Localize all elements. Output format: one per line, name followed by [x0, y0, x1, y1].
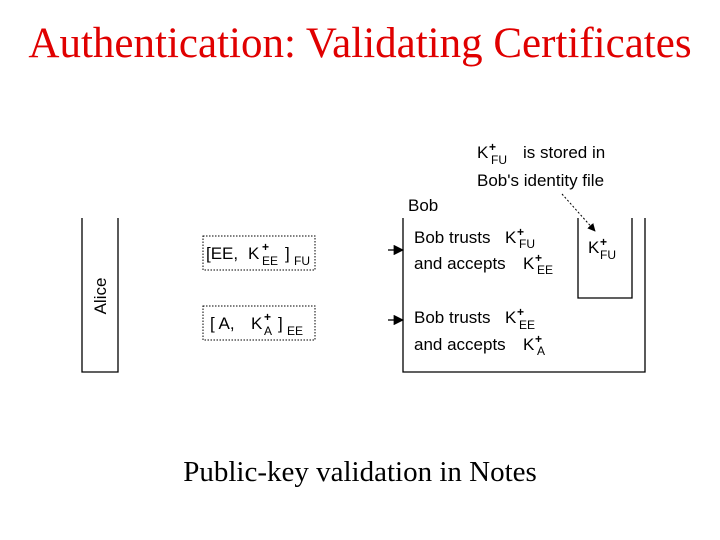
message-2-trusts-sup: + [517, 305, 525, 319]
message-2-bob-text [414, 305, 545, 358]
message-1-accepts-key: K [523, 254, 535, 273]
stored-key-sup: + [600, 235, 608, 249]
message-2-accepts-sub: A [537, 344, 546, 358]
message-1-trusts-sup: + [517, 225, 525, 239]
message-1-trusts-label: Bob trusts [414, 228, 491, 247]
message-1-trusts-key: K [505, 228, 517, 247]
stored-key-sub: FU [600, 248, 616, 262]
message-1-key-sup: + [262, 240, 270, 254]
message-2-certificate [210, 310, 303, 338]
note-line2: Bob's identity file [477, 171, 605, 190]
message-2-accepts-key: K [523, 335, 535, 354]
message-2-trusts-label: Bob trusts [414, 308, 491, 327]
message-2-open: [ A, [210, 314, 235, 333]
identity-note [477, 140, 605, 190]
message-1-key-sub: EE [262, 254, 279, 268]
message-1-open: [EE, [206, 244, 239, 263]
message-2-signer: EE [287, 324, 304, 338]
message-2-key-sup: + [264, 310, 272, 324]
message-1-accepts-sup: + [535, 251, 543, 265]
slide-caption: Public-key validation in Notes [183, 456, 537, 488]
message-1-trusts-sub: FU [519, 237, 535, 251]
message-1-accepts-sub: EE [537, 263, 554, 277]
message-1-certificate [206, 240, 310, 268]
note-key-letter: K [477, 143, 489, 162]
note-key-sub: FU [491, 153, 507, 167]
message-2-key-letter: K [251, 314, 263, 333]
message-2-trusts-sub: EE [519, 318, 536, 332]
message-1-close: ] [285, 244, 290, 263]
stored-key-letter: K [588, 238, 600, 257]
stored-key [588, 235, 616, 262]
message-1-accepts-label: and accepts [414, 254, 506, 273]
message-1-bob-text [414, 225, 553, 277]
message-1-key-letter: K [248, 244, 260, 263]
message-2-accepts-sup: + [535, 332, 543, 346]
message-2-trusts-key: K [505, 308, 517, 327]
message-2-key-sub: A [264, 324, 273, 338]
bob-label: Bob [408, 196, 439, 215]
message-2-accepts-label: and accepts [414, 335, 506, 354]
note-key-sup: + [489, 140, 497, 154]
slide-title: Authentication: Validating Certificates [28, 20, 692, 67]
message-2-close: ] [278, 314, 283, 333]
message-1-signer: FU [294, 254, 310, 268]
alice-label: Alice [91, 277, 110, 315]
note-line1: is stored in [523, 143, 606, 162]
